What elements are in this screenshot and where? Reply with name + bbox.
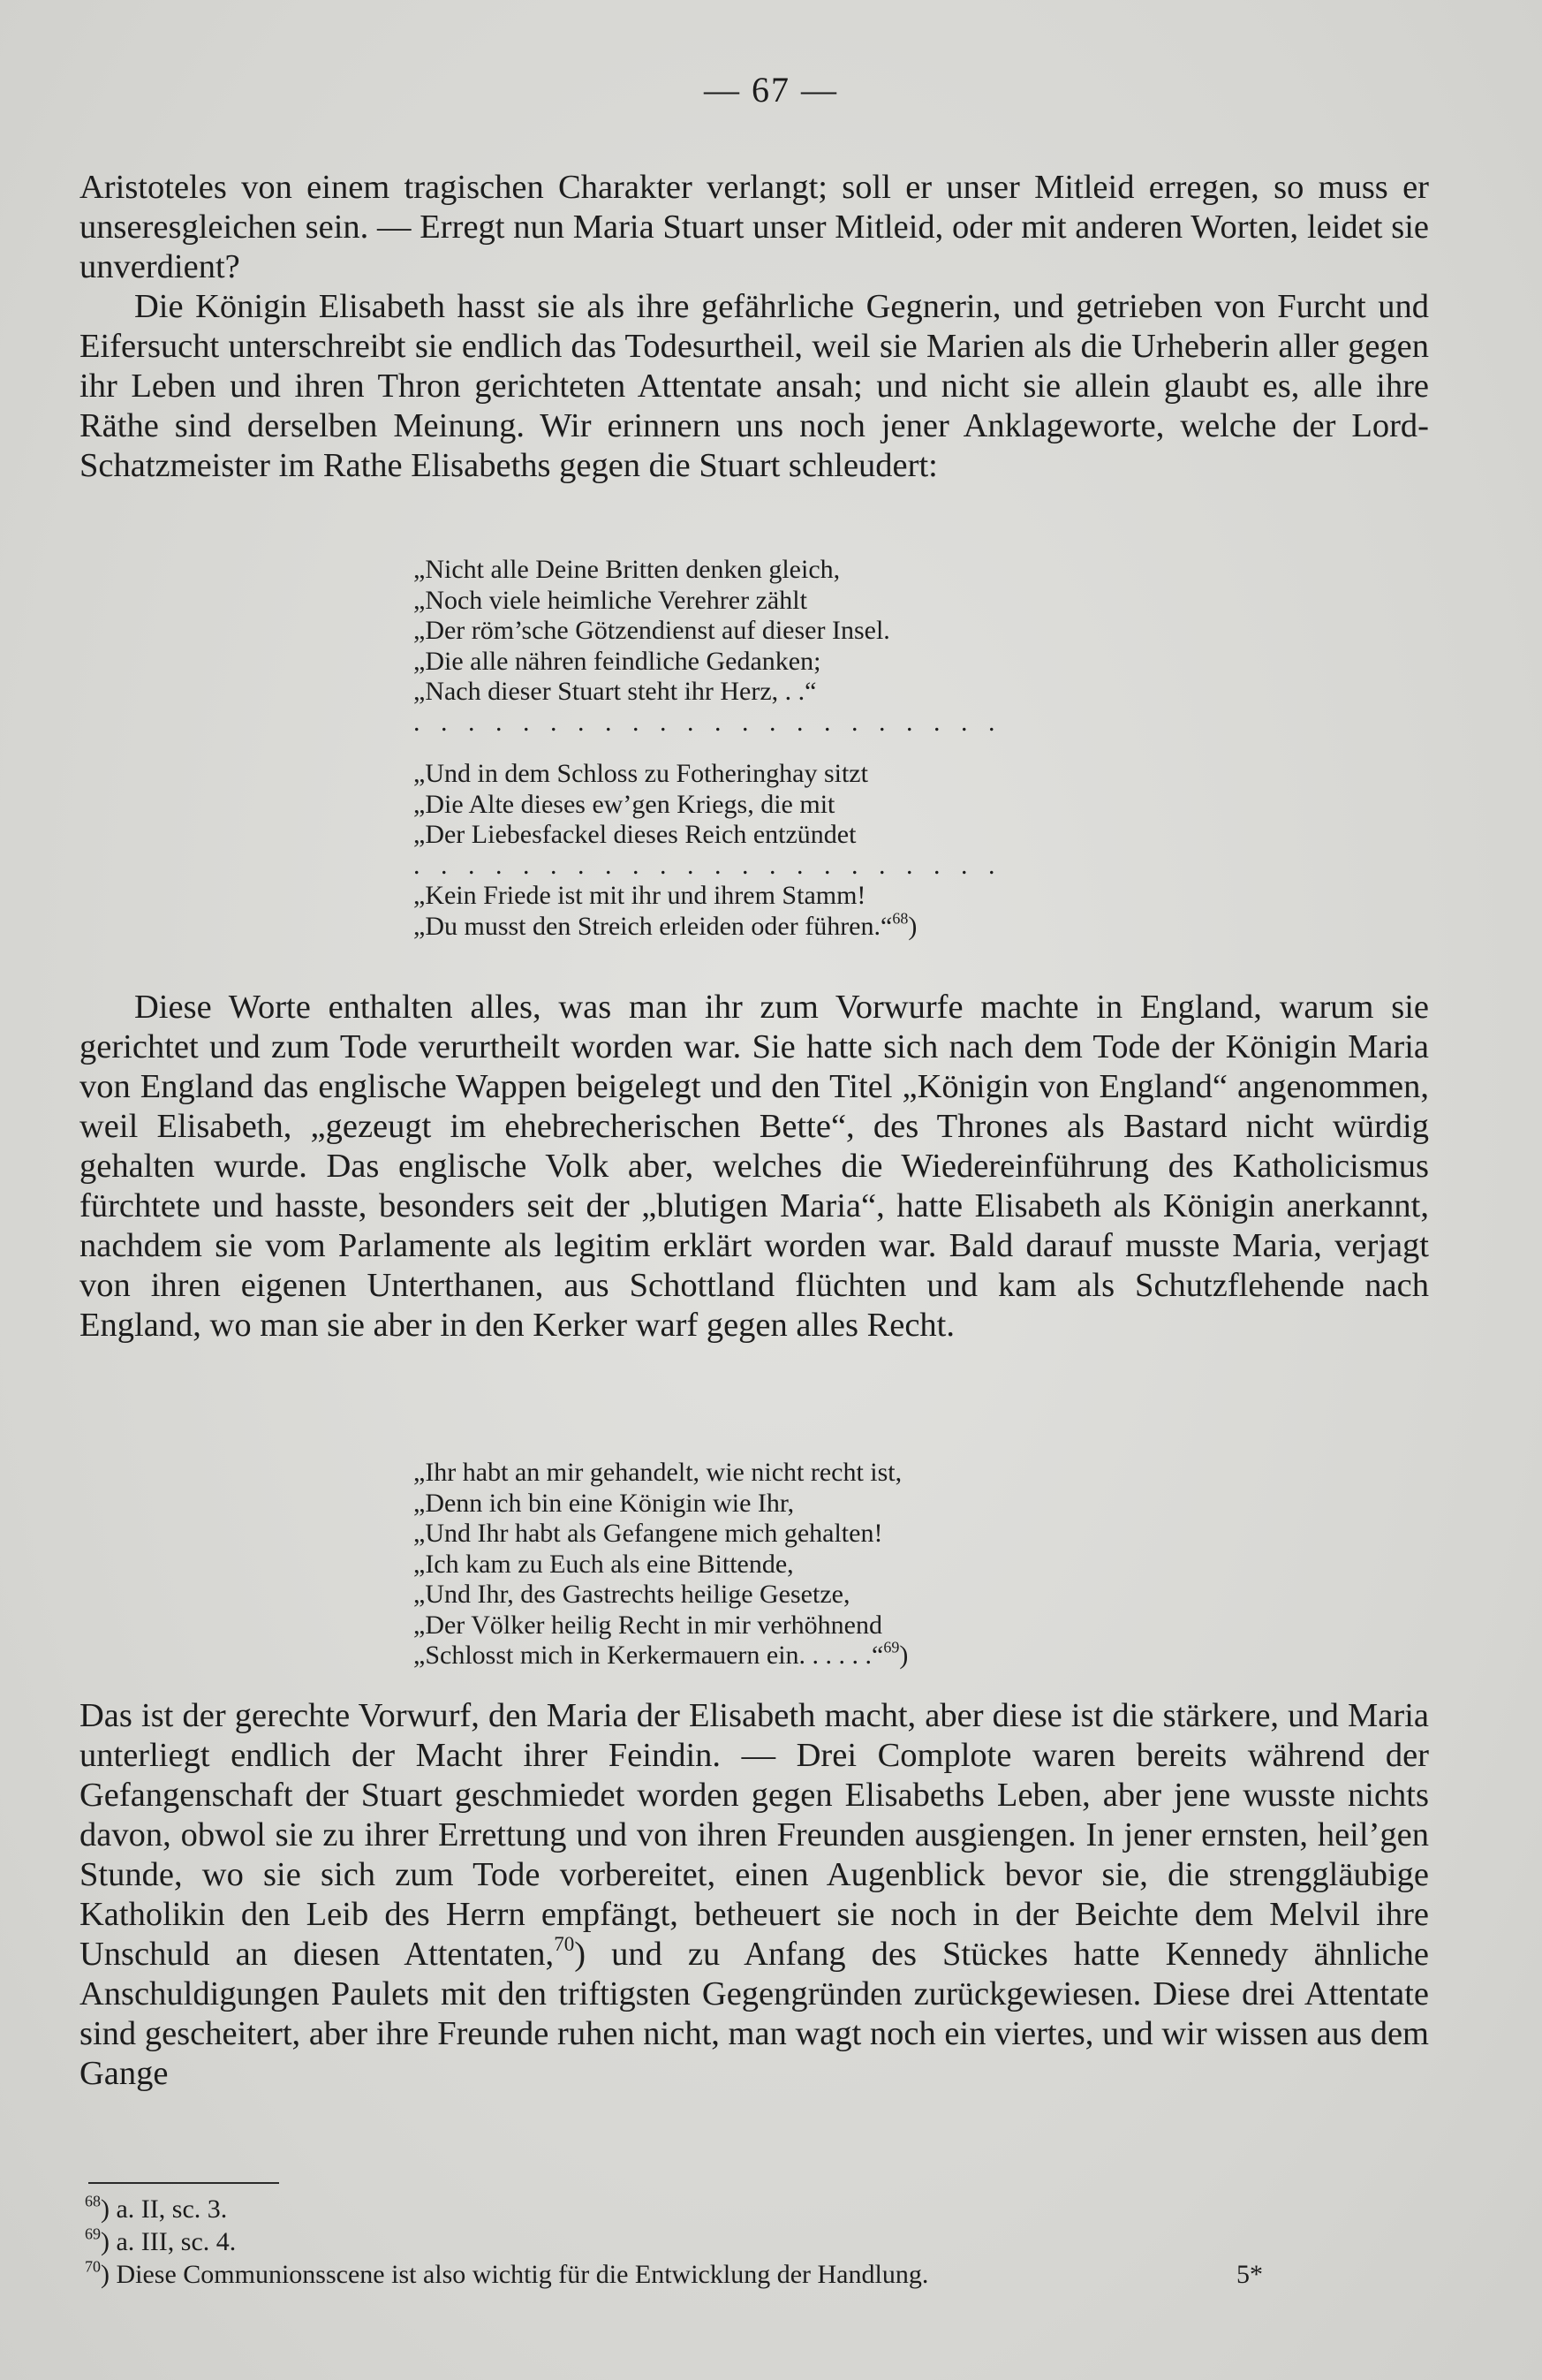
verse-line: „Die Alte dieses ew’gen Kriegs, die mit bbox=[413, 789, 835, 819]
footnote-ref: 68 bbox=[892, 908, 909, 927]
footnote-text: ) Diese Communionsscene ist also wichtig für die Entwicklung der Handlung. bbox=[101, 2260, 929, 2289]
verse-line: „Ich kam zu Euch als eine Bittende, bbox=[413, 1549, 794, 1579]
verse-text: „Schlosst mich in Kerkermauern ein. . . . . .“ bbox=[413, 1641, 884, 1670]
verse-line: „Kein Friede ist mit ihr und ihrem Stamm! bbox=[413, 881, 866, 910]
ellipsis-row: . . . . . . . . . . . . . . . . . . . . . . bbox=[413, 707, 1002, 737]
footnotes bbox=[85, 2193, 1321, 2291]
verse-text: „Du musst den Streich erleiden oder führen.“ bbox=[413, 911, 893, 941]
verse-line: „Und Ihr habt als Gefangene mich gehalten! bbox=[413, 1519, 883, 1548]
verse-line: „Der Liebesfackel dieses Reich entzündet bbox=[413, 820, 857, 849]
verse-line: „Denn ich bin eine Königin wie Ihr, bbox=[413, 1488, 795, 1518]
verse-line: „Und in dem Schloss zu Fotheringhay sitzt bbox=[413, 759, 868, 788]
paragraph-1: Aristoteles von einem tragischen Charakter verlangt; soll er unser Mitleid erregen, so muss er unseresgleichen sein. — Erregt nun Maria Stuart unser Mitleid, oder mit anderen Worten, leidet sie unverdient? bbox=[79, 169, 1429, 285]
paragraph-4-continuation: und zu Anfang des Stückes hatte Kennedy ähnliche Anschuldigungen Paulets mit den triftigsten Gegengründen zurückgewiesen. Diese drei Attentate sind gescheitert, aber ihre Freunde ruhen nicht, man wagt noch ein viertes, und wir wissen aus dem Gange bbox=[79, 1936, 1430, 2092]
paragraph-4 bbox=[79, 1696, 1429, 2094]
footnote-text: ) a. II, sc. 3. bbox=[101, 2194, 228, 2224]
footnote-number: 68 bbox=[85, 2192, 101, 2210]
verse-line: „Nicht alle Deine Britten denken gleich, bbox=[413, 555, 841, 584]
footnote-ref-paren: ) bbox=[899, 1641, 909, 1670]
footnote-text: ) a. III, sc. 4. bbox=[101, 2227, 237, 2256]
footnote-divider bbox=[88, 2182, 279, 2184]
verse-line: „Nach dieser Stuart steht ihr Herz, . .“ bbox=[413, 677, 817, 706]
page-number: — 67 — bbox=[704, 70, 838, 110]
signature-mark: 5* bbox=[1236, 2260, 1263, 2289]
verse-line: „Noch viele heimliche Verehrer zählt bbox=[413, 585, 807, 615]
footnote bbox=[85, 2258, 1321, 2291]
footnote bbox=[85, 2193, 1321, 2225]
verse-line-with-ref bbox=[413, 908, 1208, 943]
paragraph-2: Die Königin Elisabeth hasst sie als ihre gefährliche Gegnerin, und getrieben von Furcht und Eifersucht unterschreibt sie endlich das Todesurtheil, weil sie Marien als die Urheberin aller gegen ihr Leben und ihren Thron gerichteten Attentate ansah; und nicht sie allein glaubt es, alle ihre Räthe sind derselben Meinung. Wir erinnern uns noch jener Anklageworte, welche der Lord-Schatzmeister im Rathe Elisabeths gegen die Stuart schleudert: bbox=[79, 288, 1429, 484]
verse-line: „Und Ihr, des Gastrechts heilige Gesetze, bbox=[413, 1580, 850, 1609]
footnote-ref: 70 bbox=[554, 1931, 575, 1955]
verse-line: „Ihr habt an mir gehandelt, wie nicht recht ist, bbox=[413, 1458, 903, 1487]
verse-line-with-ref bbox=[413, 1638, 1208, 1671]
footnote-ref-paren: ) bbox=[908, 911, 918, 941]
verse-line: „Der Völker heilig Recht in mir verhöhnend bbox=[413, 1610, 882, 1640]
verse-quote-2 bbox=[413, 1458, 1208, 1671]
footnote-number: 70 bbox=[85, 2257, 101, 2276]
paragraph-3: Diese Worte enthalten alles, was man ihr zum Vorwurfe machte in England, warum sie gerichtet und zum Tode verurtheilt worden war. Sie hatte sich nach dem Tode der Königin Maria von England das englische Wappen beigelegt und den Titel „Königin von England“ angenommen, weil Elisabeth, „gezeugt im ehebrecherischen Bette“, des Thrones als Bastard nicht würdig gehalten wurde. Das englische Volk aber, welches die Wiedereinführung des Katholicismus fürchtete und hasste, besonders seit der „blutigen Maria“, hatte Elisabeth als Königin anerkannt, nachdem sie vom Parlamente als legitim erklärt worden war. Bald darauf musste Maria, verjagt von ihren eigenen Unterthanen, aus Schottland flüchten und kam als Schutzflehende nach England, wo man sie aber in den Kerker warf gegen alles Recht. bbox=[79, 989, 1429, 1344]
footnote-ref-paren: ) bbox=[574, 1936, 586, 1973]
paragraph-4-text: Das ist der gerechte Vorwurf, den Maria der Elisabeth macht, aber diese ist die stärkere, und Maria unterliegt endlich der Macht ihrer Feindin. — Drei Complote waren bereits während der Gefangenschaft der Stuart geschmiedet worden gegen Elisabeths Leben, aber jene wusste nichts davon, obwol sie zu ihrer Errettung und von ihren Freunden ausgiengen. In jener ernsten, heil’gen Stunde, wo sie sich zum Tode vorbereitet, einen Augenblick bevor sie, die strenggläubige Katholikin den Leib des Herrn empfängt, betheuert sie noch in der Beichte dem Melvil ihre Unschuld an diesen Attentaten, bbox=[79, 1697, 1429, 1973]
verse-line: „Die alle nähren feindliche Gedanken; bbox=[413, 646, 821, 676]
ellipsis-row: . . . . . . . . . . . . . . . . . . . . . . bbox=[413, 850, 1002, 880]
footnote-ref: 69 bbox=[883, 1638, 900, 1656]
footnote-number: 69 bbox=[85, 2225, 101, 2243]
verse-quote-1 bbox=[413, 555, 1208, 942]
footnote bbox=[85, 2225, 1321, 2258]
verse-line: „Der röm’sche Götzendienst auf dieser Insel. bbox=[413, 616, 890, 645]
